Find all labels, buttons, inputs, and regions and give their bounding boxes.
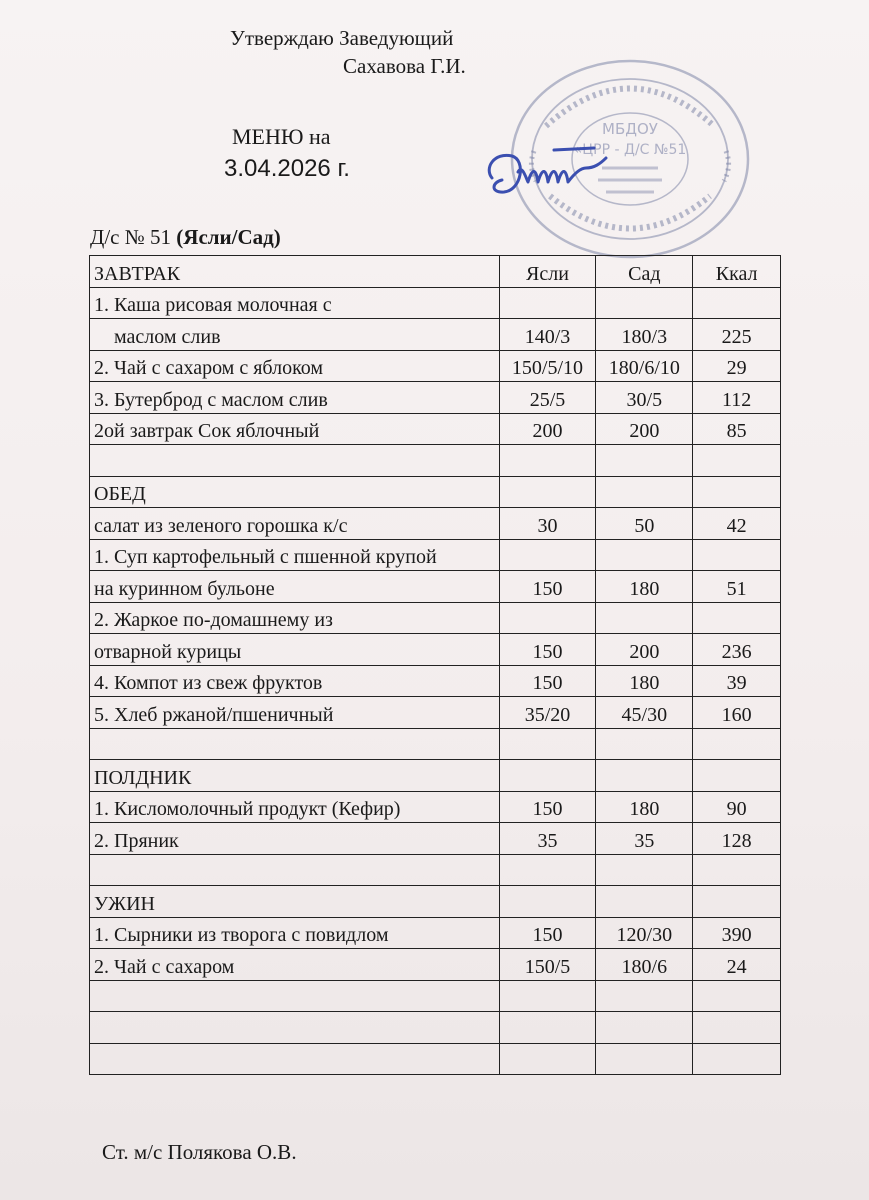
table-row: [90, 319, 781, 351]
kcal-cell: [693, 539, 781, 571]
kcal-cell: 128: [693, 823, 781, 855]
approval-line: Утверждаю Заведующий: [230, 26, 454, 50]
table-row: [90, 413, 781, 445]
sad-cell: [596, 287, 693, 319]
yasli-cell: [499, 980, 596, 1012]
kcal-cell: 39: [693, 665, 781, 697]
kcal-cell: [693, 728, 781, 760]
kcal-cell: 225: [693, 319, 781, 351]
sad-cell: 35: [596, 823, 693, 855]
kcal-cell: 112: [693, 382, 781, 414]
table-row: [90, 886, 781, 918]
sad-cell: 180/6/10: [596, 350, 693, 382]
dish-cell: 2. Пряник: [90, 823, 500, 855]
kcal-cell: 42: [693, 508, 781, 540]
dish-cell: ЗАВТРАК: [90, 256, 500, 288]
dish-cell: ОБЕД: [90, 476, 500, 508]
table-row: [90, 697, 781, 729]
kcal-cell: [693, 886, 781, 918]
table-row: [90, 1043, 781, 1075]
kcal-cell: [693, 854, 781, 886]
table-header-row: [90, 256, 781, 288]
dish-cell: [90, 980, 500, 1012]
table-row: [90, 1012, 781, 1044]
dish-cell: ПОЛДНИК: [90, 760, 500, 792]
table-row: [90, 476, 781, 508]
kcal-cell: 390: [693, 917, 781, 949]
kindergarten-number: Д/с № 51: [90, 225, 172, 249]
sad-cell: [596, 854, 693, 886]
sad-cell: 180/6: [596, 949, 693, 981]
kcal-cell: 90: [693, 791, 781, 823]
sad-cell: [596, 1012, 693, 1044]
yasli-cell: [499, 886, 596, 918]
kindergarten-group: (Ясли/Сад): [176, 225, 281, 249]
yasli-cell: 150: [499, 791, 596, 823]
table-row: [90, 917, 781, 949]
dish-cell: 1. Суп картофельный с пшенной крупой: [90, 539, 500, 571]
kcal-cell: 29: [693, 350, 781, 382]
table-row: [90, 287, 781, 319]
yasli-cell: 150/5: [499, 949, 596, 981]
dish-cell: УЖИН: [90, 886, 500, 918]
yasli-cell: [499, 539, 596, 571]
approver-name: Сахавова Г.И.: [343, 54, 466, 78]
dish-cell: 1. Сырники из творога с повидлом: [90, 917, 500, 949]
sad-cell: [596, 1043, 693, 1075]
sad-cell: 180: [596, 791, 693, 823]
yasli-cell: 200: [499, 413, 596, 445]
dish-cell: [90, 1012, 500, 1044]
kcal-cell: 85: [693, 413, 781, 445]
menu-date: 3.04.2026 г.: [224, 155, 350, 182]
dish-cell: [90, 445, 500, 477]
table-row: [90, 980, 781, 1012]
sad-cell: [596, 980, 693, 1012]
kcal-cell: 160: [693, 697, 781, 729]
sad-cell: [596, 760, 693, 792]
yasli-cell: [499, 1043, 596, 1075]
stamp-name-text: «ЦРР - Д/С №51: [573, 142, 687, 158]
yasli-cell: 25/5: [499, 382, 596, 414]
yasli-cell: [499, 1012, 596, 1044]
dish-cell: на куринном бульоне: [90, 571, 500, 603]
table-row: [90, 445, 781, 477]
kcal-cell: 51: [693, 571, 781, 603]
yasli-cell: 35/20: [499, 697, 596, 729]
yasli-cell: [499, 476, 596, 508]
dish-cell: 5. Хлеб ржаной/пшеничный: [90, 697, 500, 729]
sad-cell: 180/3: [596, 319, 693, 351]
yasli-cell: Ясли: [499, 256, 596, 288]
signature: [482, 138, 622, 208]
sad-cell: 180: [596, 571, 693, 603]
table-row: [90, 571, 781, 603]
yasli-cell: 150: [499, 634, 596, 666]
kcal-cell: [693, 476, 781, 508]
yasli-cell: [499, 445, 596, 477]
yasli-cell: 35: [499, 823, 596, 855]
sad-cell: [596, 539, 693, 571]
sad-cell: 30/5: [596, 382, 693, 414]
yasli-cell: [499, 287, 596, 319]
table-row: [90, 382, 781, 414]
yasli-cell: 150/5/10: [499, 350, 596, 382]
dish-cell: маслом слив: [90, 319, 500, 351]
yasli-cell: [499, 854, 596, 886]
sad-cell: Сад: [596, 256, 693, 288]
sad-cell: [596, 728, 693, 760]
sad-cell: 50: [596, 508, 693, 540]
dish-cell: 2. Жаркое по-домашнему из: [90, 602, 500, 634]
sad-cell: [596, 886, 693, 918]
kcal-cell: [693, 760, 781, 792]
table-row: [90, 539, 781, 571]
dish-cell: отварной курицы: [90, 634, 500, 666]
sad-cell: 200: [596, 413, 693, 445]
yasli-cell: [499, 760, 596, 792]
kcal-cell: Ккал: [693, 256, 781, 288]
yasli-cell: 150: [499, 917, 596, 949]
sad-cell: [596, 445, 693, 477]
kcal-cell: [693, 1043, 781, 1075]
dish-cell: 2ой завтрак Сок яблочный: [90, 413, 500, 445]
table-row: [90, 728, 781, 760]
yasli-cell: [499, 728, 596, 760]
kcal-cell: [693, 980, 781, 1012]
yasli-cell: 150: [499, 571, 596, 603]
stamp-org-text: МБДОУ: [602, 120, 658, 138]
menu-title: МЕНЮ на: [232, 124, 331, 149]
kcal-cell: [693, 287, 781, 319]
kindergarten-label: [90, 223, 281, 251]
sad-cell: 180: [596, 665, 693, 697]
sad-cell: 200: [596, 634, 693, 666]
dish-cell: 1. Каша рисовая молочная с: [90, 287, 500, 319]
dish-cell: [90, 728, 500, 760]
table-row: [90, 602, 781, 634]
table-row: [90, 665, 781, 697]
table-row: [90, 949, 781, 981]
sad-cell: 45/30: [596, 697, 693, 729]
dish-cell: [90, 854, 500, 886]
kcal-cell: 236: [693, 634, 781, 666]
approval-block: [230, 24, 466, 80]
table-row: [90, 823, 781, 855]
table-row: [90, 760, 781, 792]
dish-cell: 4. Компот из свеж фруктов: [90, 665, 500, 697]
table-row: [90, 854, 781, 886]
kcal-cell: [693, 445, 781, 477]
dish-cell: 2. Чай с сахаром с яблоком: [90, 350, 500, 382]
sad-cell: 120/30: [596, 917, 693, 949]
yasli-cell: 140/3: [499, 319, 596, 351]
table-row: [90, 791, 781, 823]
yasli-cell: 150: [499, 665, 596, 697]
table-row: [90, 634, 781, 666]
dish-cell: 1. Кисломолочный продукт (Кефир): [90, 791, 500, 823]
dish-cell: [90, 1043, 500, 1075]
dish-cell: 3. Бутерброд с маслом слив: [90, 382, 500, 414]
kcal-cell: [693, 1012, 781, 1044]
kcal-cell: 24: [693, 949, 781, 981]
nurse-signature-line: Ст. м/с Полякова О.В.: [102, 1140, 297, 1164]
kcal-cell: [693, 602, 781, 634]
dish-cell: 2. Чай с сахаром: [90, 949, 500, 981]
yasli-cell: [499, 602, 596, 634]
menu-table: [89, 255, 781, 1075]
sad-cell: [596, 476, 693, 508]
table-row: [90, 508, 781, 540]
dish-cell: салат из зеленого горошка к/с: [90, 508, 500, 540]
yasli-cell: 30: [499, 508, 596, 540]
table-row: [90, 350, 781, 382]
sad-cell: [596, 602, 693, 634]
